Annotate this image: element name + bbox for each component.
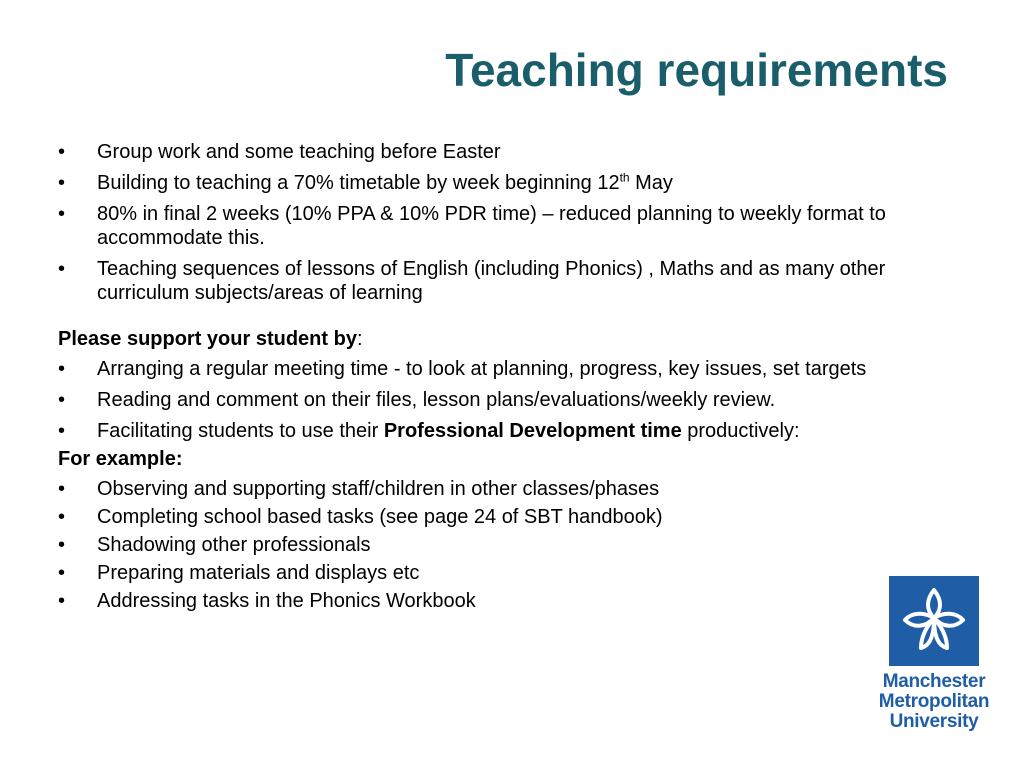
list-item: • Reading and comment on their files, lesson plans/evaluations/weekly review. xyxy=(58,388,918,412)
list-item: • Observing and supporting staff/children in other classes/phases xyxy=(58,477,918,501)
university-logo xyxy=(866,576,1002,732)
list-item: • Shadowing other professionals xyxy=(58,533,918,557)
list-item: • Arranging a regular meeting time - to look at planning, progress, key issues, set targets xyxy=(58,357,918,381)
list-item: • Group work and some teaching before Easter xyxy=(58,140,918,164)
list-item: • Facilitating students to use their Professional Development time productively: xyxy=(58,419,918,443)
requirements-list xyxy=(58,140,918,305)
slide-body xyxy=(58,140,918,617)
support-heading: Please support your student by: xyxy=(58,328,363,350)
list-item: • Building to teaching a 70% timetable by week beginning 12th May xyxy=(58,171,918,195)
list-item: • Addressing tasks in the Phonics Workbook xyxy=(58,589,918,613)
example-heading: For example: xyxy=(58,448,183,470)
list-item: • Teaching sequences of lessons of English (including Phonics) , Maths and as many other curriculum subjects/areas of learning xyxy=(58,257,918,305)
support-list xyxy=(58,357,918,443)
slide-title: Teaching requirements xyxy=(445,44,948,96)
list-item: • Preparing materials and displays etc xyxy=(58,561,918,585)
university-name: Manchester Metropolitan University xyxy=(878,671,990,732)
list-item: • Completing school based tasks (see page 24 of SBT handbook) xyxy=(58,505,918,529)
mmu-crest-icon xyxy=(889,576,979,666)
list-item: • 80% in final 2 weeks (10% PPA & 10% PDR time) – reduced planning to weekly format to accommodate this. xyxy=(58,202,918,250)
example-list xyxy=(58,477,918,613)
superscript: th xyxy=(619,170,630,185)
